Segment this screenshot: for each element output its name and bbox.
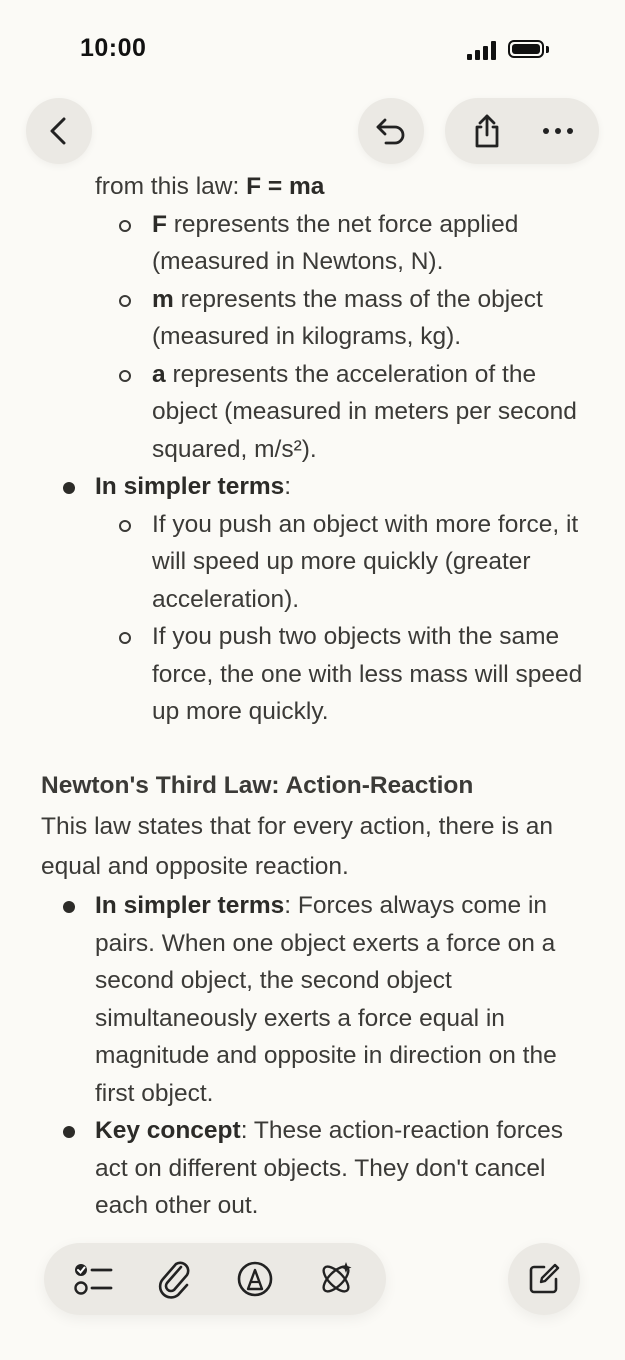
- share-icon: [471, 113, 503, 149]
- checklist-icon: [74, 1261, 114, 1297]
- section-heading: Newton's Third Law: Action-Reaction: [41, 771, 474, 799]
- formula: F = ma: [246, 173, 325, 200]
- undo-icon: [374, 116, 408, 146]
- status-time: 10:00: [80, 34, 147, 62]
- bottom-toolbar: [44, 1243, 386, 1315]
- chevron-left-icon: [46, 116, 72, 146]
- list-item: If you push an object with more force, it will speed up more quickly (greater acceleration).: [0, 506, 625, 619]
- note-body[interactable]: [0, 168, 625, 1225]
- battery-icon: [508, 40, 544, 58]
- back-button[interactable]: [26, 98, 92, 164]
- writing-tools-icon: [316, 1259, 356, 1299]
- paperclip-icon: [157, 1259, 193, 1299]
- undo-button[interactable]: [358, 98, 424, 164]
- share-button[interactable]: [454, 98, 520, 164]
- actions-pill: [445, 98, 599, 164]
- writing-tools-button[interactable]: [306, 1249, 366, 1309]
- list-item: a represents the acceleration of the object (measured in meters per second squared, m/s²).: [0, 356, 625, 469]
- list-item: Key concept: These action-reaction forces act on different objects. They don't cancel each other out.: [0, 1112, 625, 1225]
- markup-button[interactable]: [225, 1249, 285, 1309]
- formula-line: from this law: F = ma: [95, 173, 325, 200]
- status-bar: [0, 0, 625, 100]
- cellular-signal-icon: [467, 40, 496, 60]
- list-item: F represents the net force applied (measured in Newtons, N).: [0, 206, 625, 281]
- list-item: In simpler terms: Forces always come in pairs. When one object exerts a force on a second object, the second object simultaneously exerts a force equal in magnitude and opposite in direction on the first object.: [0, 887, 625, 1112]
- compose-icon: [526, 1261, 562, 1297]
- list-item: In simpler terms:: [0, 468, 625, 506]
- more-button[interactable]: [525, 98, 591, 164]
- ellipsis-icon: [542, 127, 574, 135]
- checklist-button[interactable]: [64, 1249, 124, 1309]
- list-item: m represents the mass of the object (measured in kilograms, kg).: [0, 281, 625, 356]
- paragraph: This law states that for every action, there is an equal and opposite reaction.: [41, 813, 554, 880]
- compose-button[interactable]: [508, 1243, 580, 1315]
- list-item: If you push two objects with the same force, the one with less mass will speed up more quickly.: [0, 618, 625, 731]
- attach-button[interactable]: [145, 1249, 205, 1309]
- pen-circle-icon: [236, 1260, 274, 1298]
